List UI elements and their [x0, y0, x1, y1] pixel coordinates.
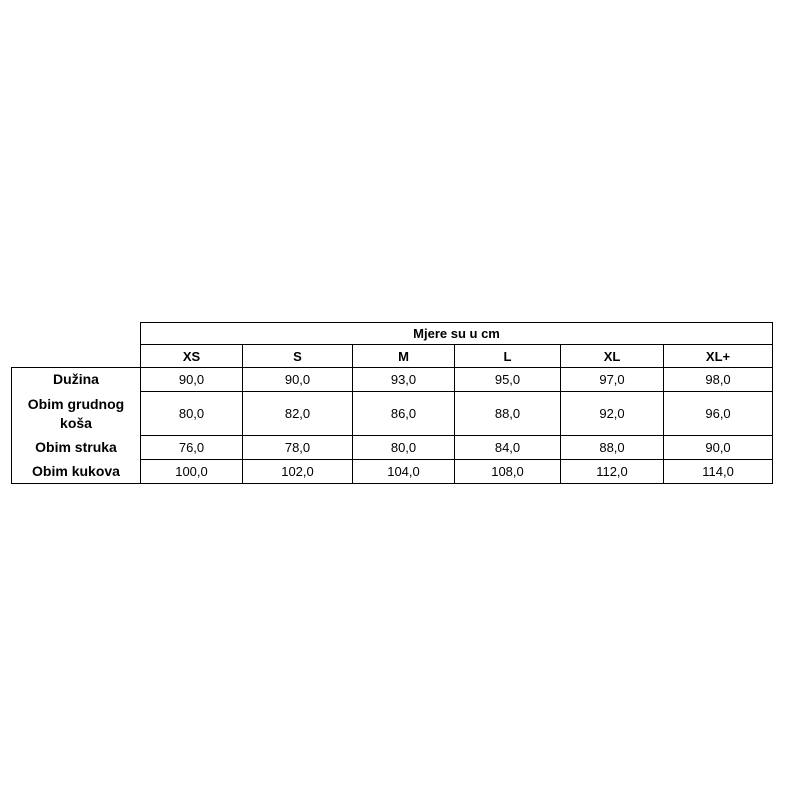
measure-value: 102,0 — [243, 460, 353, 484]
size-header-m: M — [353, 345, 455, 368]
row-label: Dužina — [12, 368, 141, 392]
measure-value: 90,0 — [664, 436, 773, 460]
measure-value: 98,0 — [664, 368, 773, 392]
measure-value: 84,0 — [455, 436, 561, 460]
row-label: Obim grudnog koša — [12, 392, 141, 436]
measure-value: 108,0 — [455, 460, 561, 484]
table-row — [12, 392, 773, 436]
measure-value: 80,0 — [353, 436, 455, 460]
measure-value: 93,0 — [353, 368, 455, 392]
measure-value: 82,0 — [243, 392, 353, 436]
measure-value: 96,0 — [664, 392, 773, 436]
measure-value: 88,0 — [455, 392, 561, 436]
measure-value: 90,0 — [243, 368, 353, 392]
measure-value: 76,0 — [141, 436, 243, 460]
row-label: Obim struka — [12, 436, 141, 460]
measure-value: 97,0 — [561, 368, 664, 392]
blank-corner-cell — [12, 345, 141, 368]
size-header-xs: XS — [141, 345, 243, 368]
size-header-l: L — [455, 345, 561, 368]
measure-value: 95,0 — [455, 368, 561, 392]
table-caption: Mjere su u cm — [141, 323, 773, 345]
measure-value: 86,0 — [353, 392, 455, 436]
measure-value: 114,0 — [664, 460, 773, 484]
table-row — [12, 460, 773, 484]
blank-corner-cell — [12, 323, 141, 345]
size-chart-table — [11, 322, 773, 484]
measure-value: 100,0 — [141, 460, 243, 484]
size-header-xl: XL — [561, 345, 664, 368]
measure-value: 104,0 — [353, 460, 455, 484]
table-row — [12, 368, 773, 392]
measure-value: 80,0 — [141, 392, 243, 436]
measure-value: 112,0 — [561, 460, 664, 484]
measure-value: 92,0 — [561, 392, 664, 436]
table-row — [12, 436, 773, 460]
measure-value: 90,0 — [141, 368, 243, 392]
size-header-xl-plus: XL+ — [664, 345, 773, 368]
row-label: Obim kukova — [12, 460, 141, 484]
measure-value: 78,0 — [243, 436, 353, 460]
size-header-s: S — [243, 345, 353, 368]
measure-value: 88,0 — [561, 436, 664, 460]
